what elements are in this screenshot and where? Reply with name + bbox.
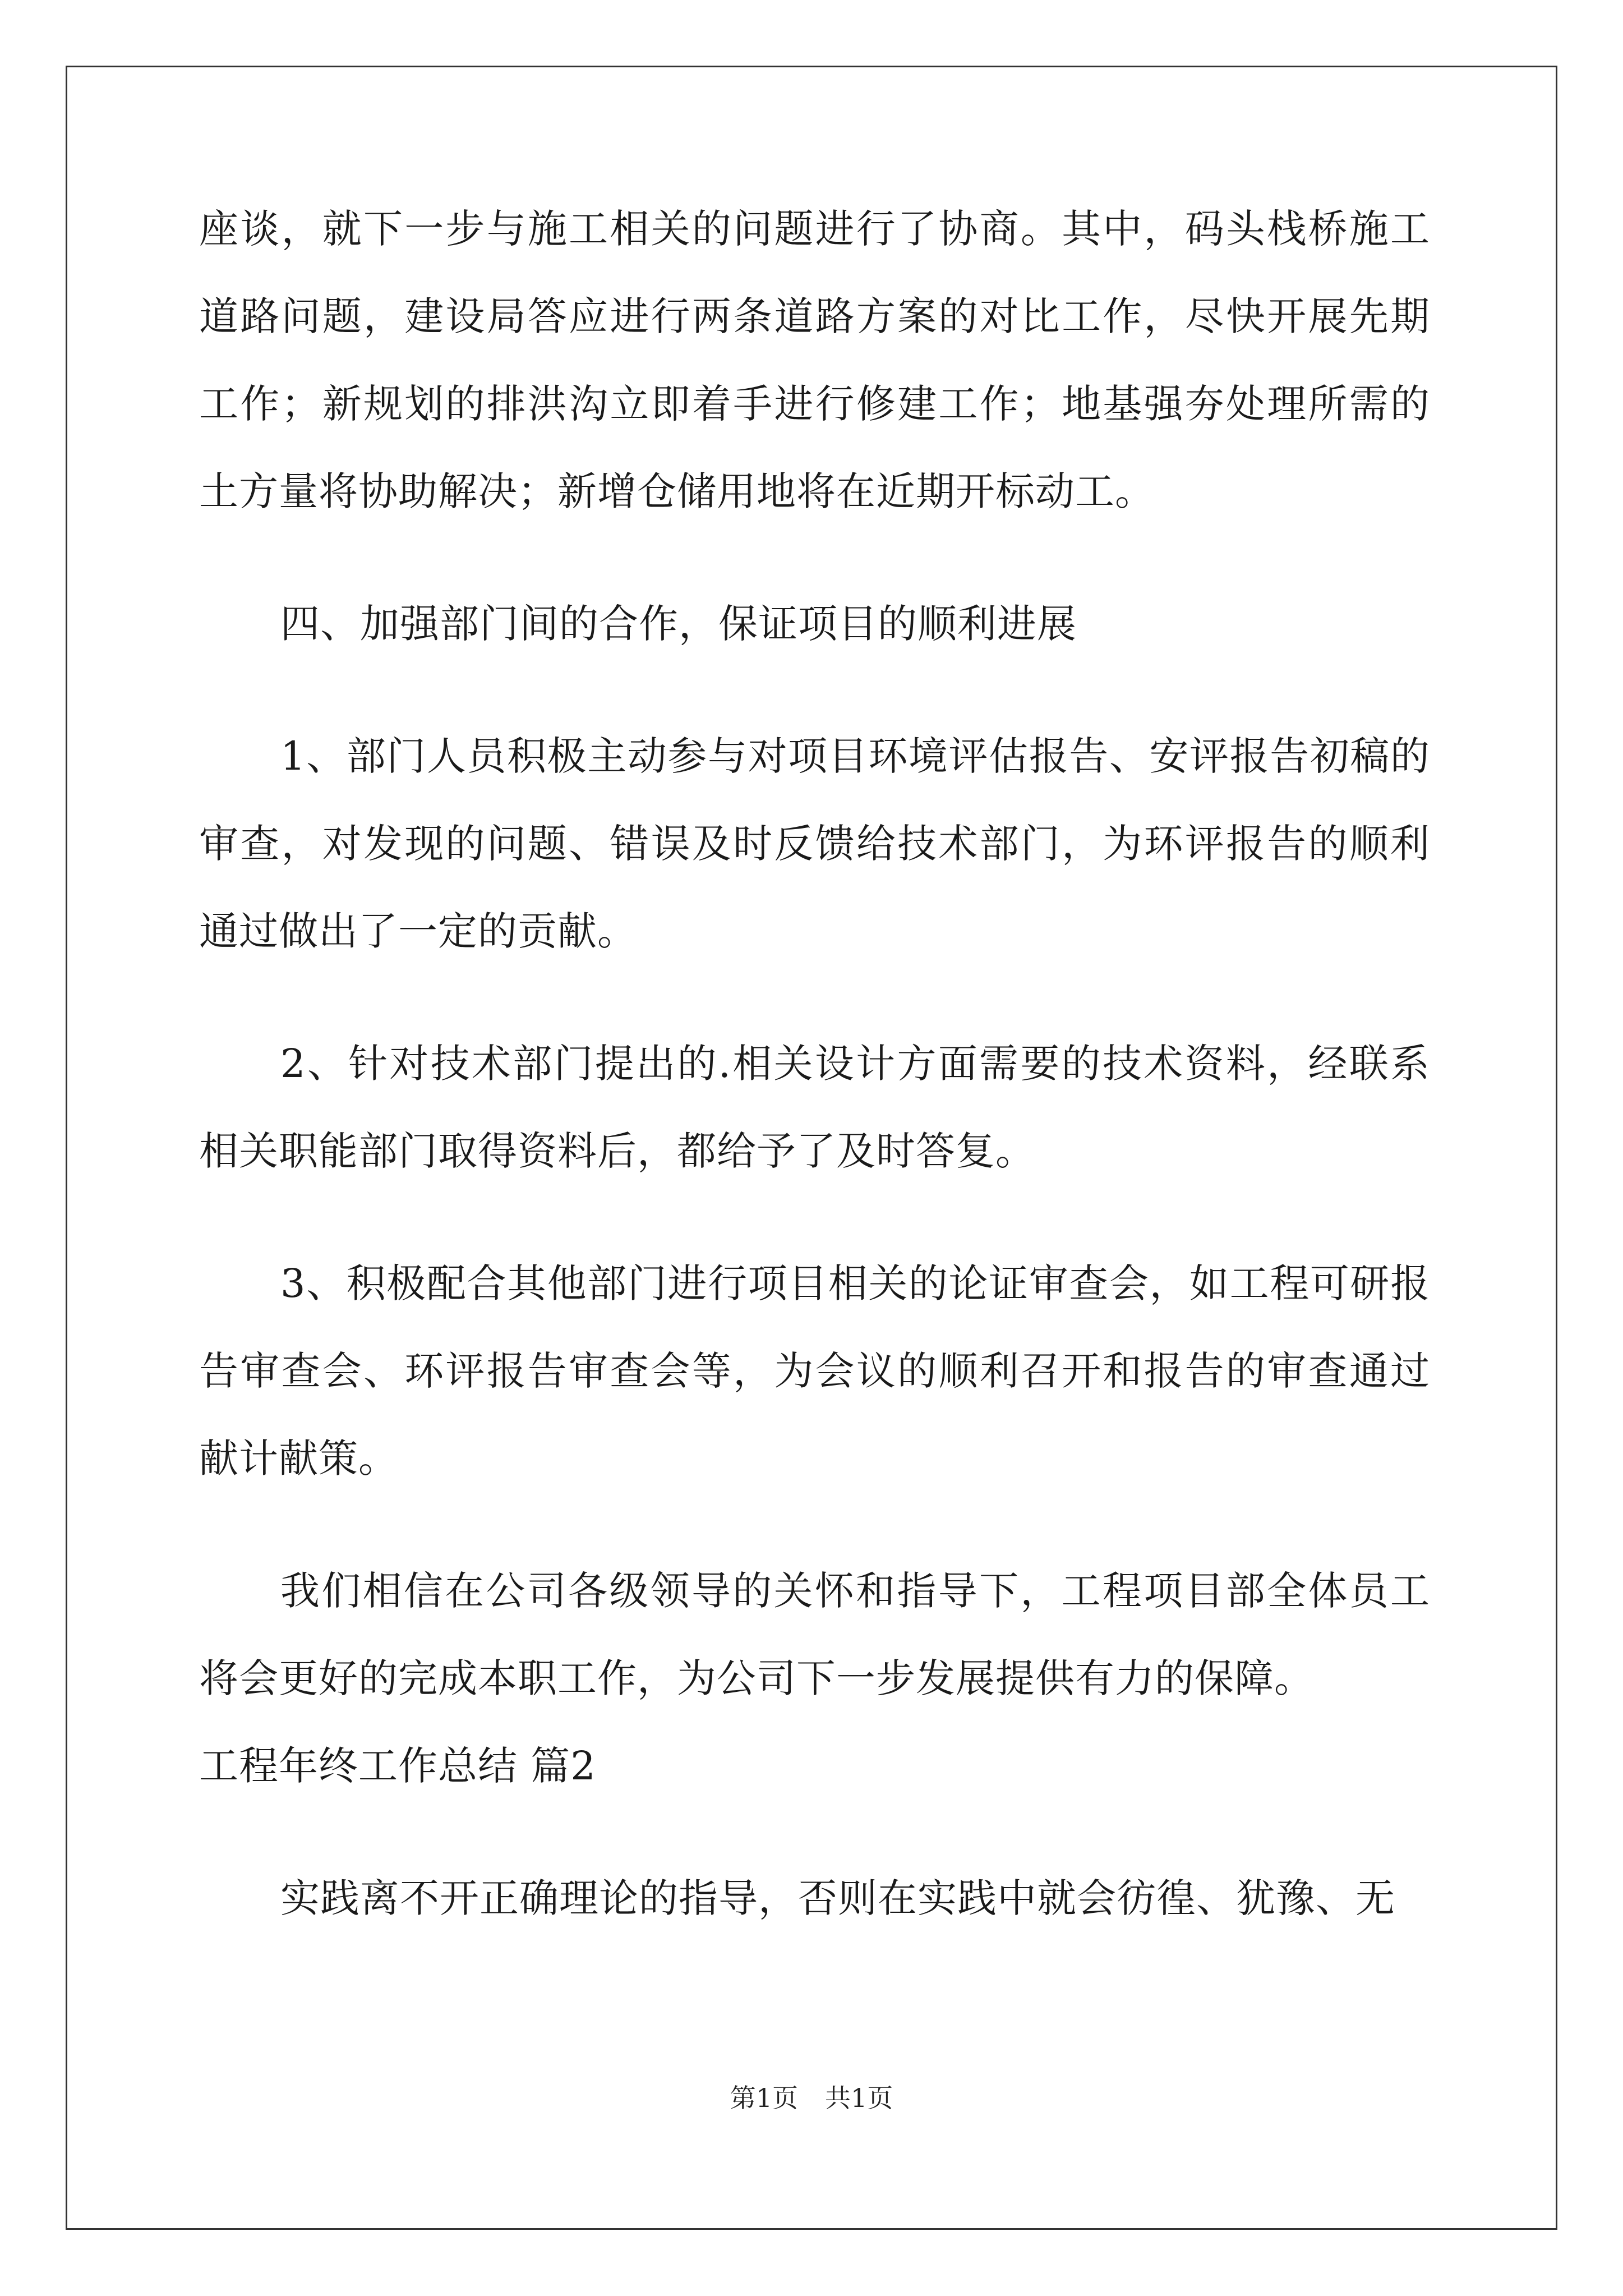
- paragraph-part-2-intro: 实践离不开正确理论的指导，否则在实践中就会彷徨、犹豫、无: [280, 1875, 1395, 1921]
- page-number-total: 共1页: [825, 2083, 893, 2113]
- section-heading-four: 四、加强部门间的合作，保证项目的顺利进展: [280, 601, 1077, 647]
- document-body: [199, 185, 1430, 1942]
- paragraph-continuation: 座谈，就下一步与施工相关的问题进行了协商。其中，码头栈桥施工道路问题，建设局答应进行两条道路方案的对比工作，尽快开展先期工作；新规划的排洪沟立即着手进行修建工作；地基强夯处理所需的土方量将协助解决；新增仓储用地将在近期开标动工。: [199, 206, 1430, 514]
- paragraph-conclusion: 我们相信在公司各级领导的关怀和指导下，工程项目部全体员工将会更好的完成本职工作，为公司下一步发展提供有力的保障。: [199, 1568, 1430, 1701]
- paragraph-item-3: 3、积极配合其他部门进行项目相关的论证审查会，如工程可研报告审查会、环评报告审查会等，为会议的顺利召开和报告的审查通过献计献策。: [199, 1260, 1430, 1481]
- article-title-part-2: 工程年终工作总结 篇2: [199, 1743, 596, 1789]
- paragraph-item-1: 1、部门人员积极主动参与对项目环境评估报告、安评报告初稿的审查，对发现的问题、错误及时反馈给技术部门，为环评报告的顺利通过做出了一定的贡献。: [199, 733, 1430, 954]
- paragraph-item-2: 2、针对技术部门提出的.相关设计方面需要的技术资料，经联系相关职能部门取得资料后，都给予了及时答复。: [199, 1041, 1430, 1174]
- page-footer: [0, 2081, 1623, 2115]
- page-number-current: 第1页: [730, 2083, 798, 2113]
